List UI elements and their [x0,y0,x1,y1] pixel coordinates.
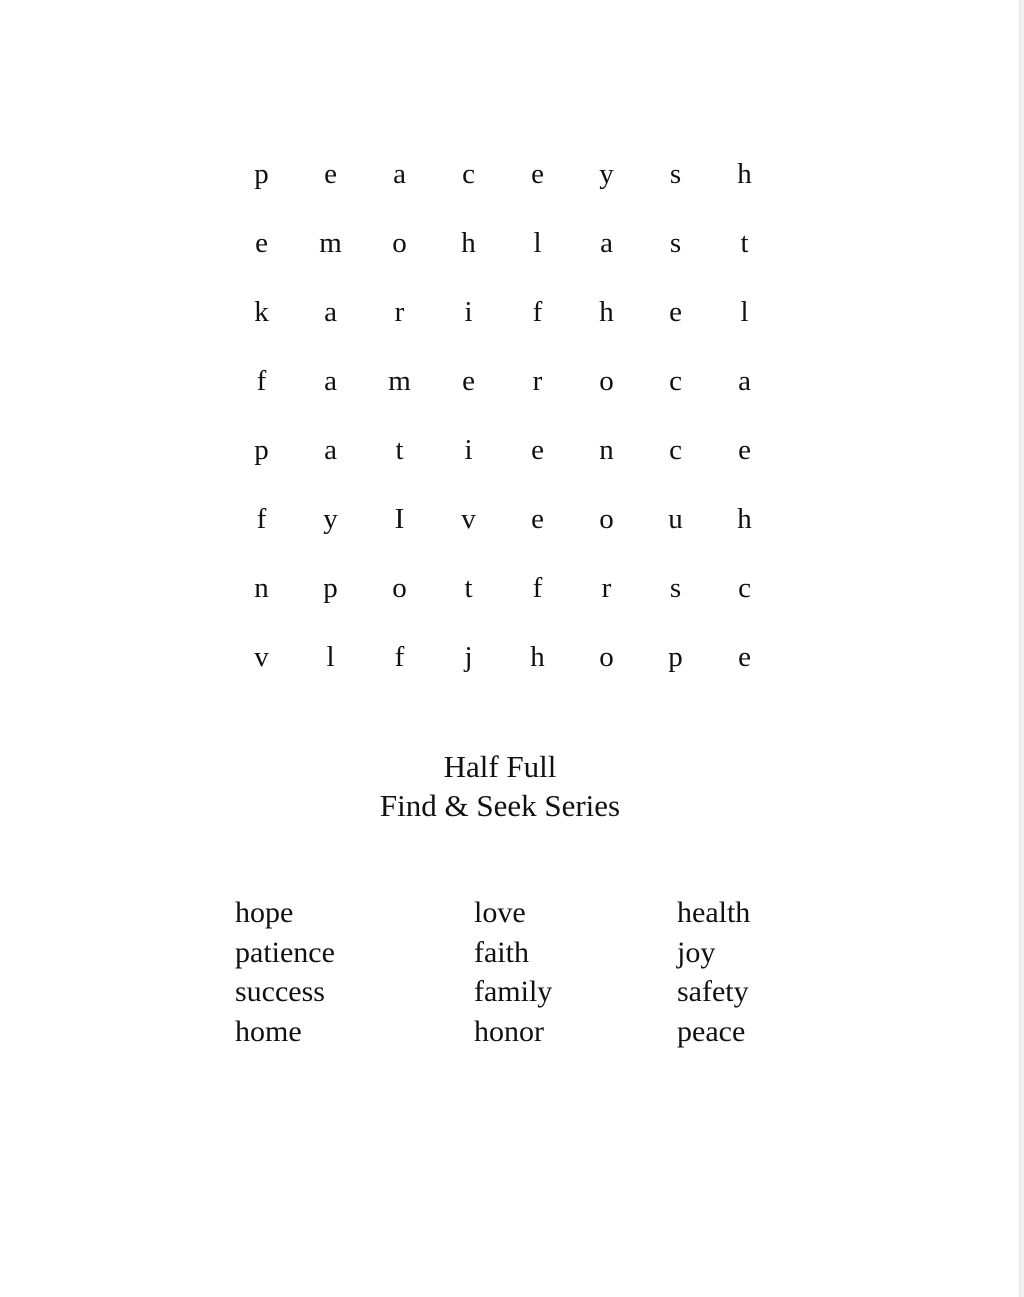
grid-letter: m [388,365,411,397]
word-item: faith [474,935,529,969]
word-item: joy [677,935,716,969]
grid-letter: v [254,641,269,673]
grid-letter: p [323,572,338,604]
grid-letter: a [324,434,337,466]
grid-letter: e [738,641,751,673]
title-line-1: Half Full [443,749,557,784]
grid-letter: e [324,158,337,190]
page-title [300,747,700,825]
grid-letter: e [462,365,475,397]
grid-letter: u [668,503,683,535]
grid-letter: i [464,296,473,328]
grid-letter: p [668,641,683,673]
grid-letter: a [393,158,406,190]
grid-letter: t [395,434,404,466]
grid-letter: e [738,434,751,466]
grid-letter: o [392,572,407,604]
grid-letter: c [462,158,475,190]
grid-letter: I [394,503,405,535]
grid-letter: a [600,227,613,259]
grid-letter: f [256,503,267,535]
grid-letter: e [531,503,544,535]
word-column-2 [474,893,552,1051]
grid-letter: s [669,158,682,190]
grid-letter: f [394,641,405,673]
grid-letter: r [532,365,543,397]
word-item: peace [677,1014,746,1048]
grid-letter: h [599,296,614,328]
word-item: success [235,975,325,1008]
grid-letter: f [532,572,543,604]
grid-letter: t [740,227,749,259]
grid-letter: p [254,434,269,466]
grid-letter: a [324,365,337,397]
grid-letter: r [394,296,405,328]
word-item: hope [235,896,294,929]
grid-letter: c [669,365,682,397]
grid-letter: e [669,296,682,328]
grid-letter: l [740,296,749,328]
grid-letter: o [599,641,614,673]
grid-letter: a [324,296,337,328]
grid-letter: m [319,227,342,259]
grid-letter: s [669,572,682,604]
grid-letter: i [464,434,473,466]
grid-letter: n [599,434,614,466]
grid-letter: o [599,365,614,397]
grid-letter: n [254,572,269,604]
word-item: patience [235,935,335,969]
page-edge [1019,0,1024,1297]
grid-letter: f [532,296,543,328]
grid-letter: h [530,641,545,673]
grid-letter: o [599,503,614,535]
word-item: home [235,1014,302,1048]
grid-letter: y [599,158,614,190]
grid-letter: y [323,503,338,535]
word-column-1 [235,893,335,1051]
grid-letter: k [254,296,269,328]
word-item: health [677,896,751,929]
title-line-2: Find & Seek Series [379,788,621,823]
grid-letter: l [533,227,542,259]
grid-letter: v [461,503,476,535]
grid-letter: h [737,503,752,535]
letter-grid [227,140,779,692]
word-column-3 [677,893,750,1051]
grid-letter: f [256,365,267,397]
grid-letter: h [737,158,752,190]
grid-letter: e [531,158,544,190]
grid-letter: e [531,434,544,466]
grid-letter: j [464,641,473,673]
word-item: honor [474,1014,544,1048]
grid-letter: a [738,365,751,397]
grid-letter: e [255,227,268,259]
grid-letter: o [392,227,407,259]
grid-letter: l [326,641,335,673]
grid-letter: r [601,572,612,604]
word-item: safety [677,975,749,1008]
word-item: family [474,975,553,1008]
grid-letter: s [669,227,682,259]
grid-letter: h [461,227,476,259]
word-item: love [474,896,526,929]
grid-letter: p [254,158,269,190]
grid-letter: t [464,572,473,604]
grid-letter: c [738,572,751,604]
word-list [0,893,1024,1063]
grid-letter: c [669,434,682,466]
